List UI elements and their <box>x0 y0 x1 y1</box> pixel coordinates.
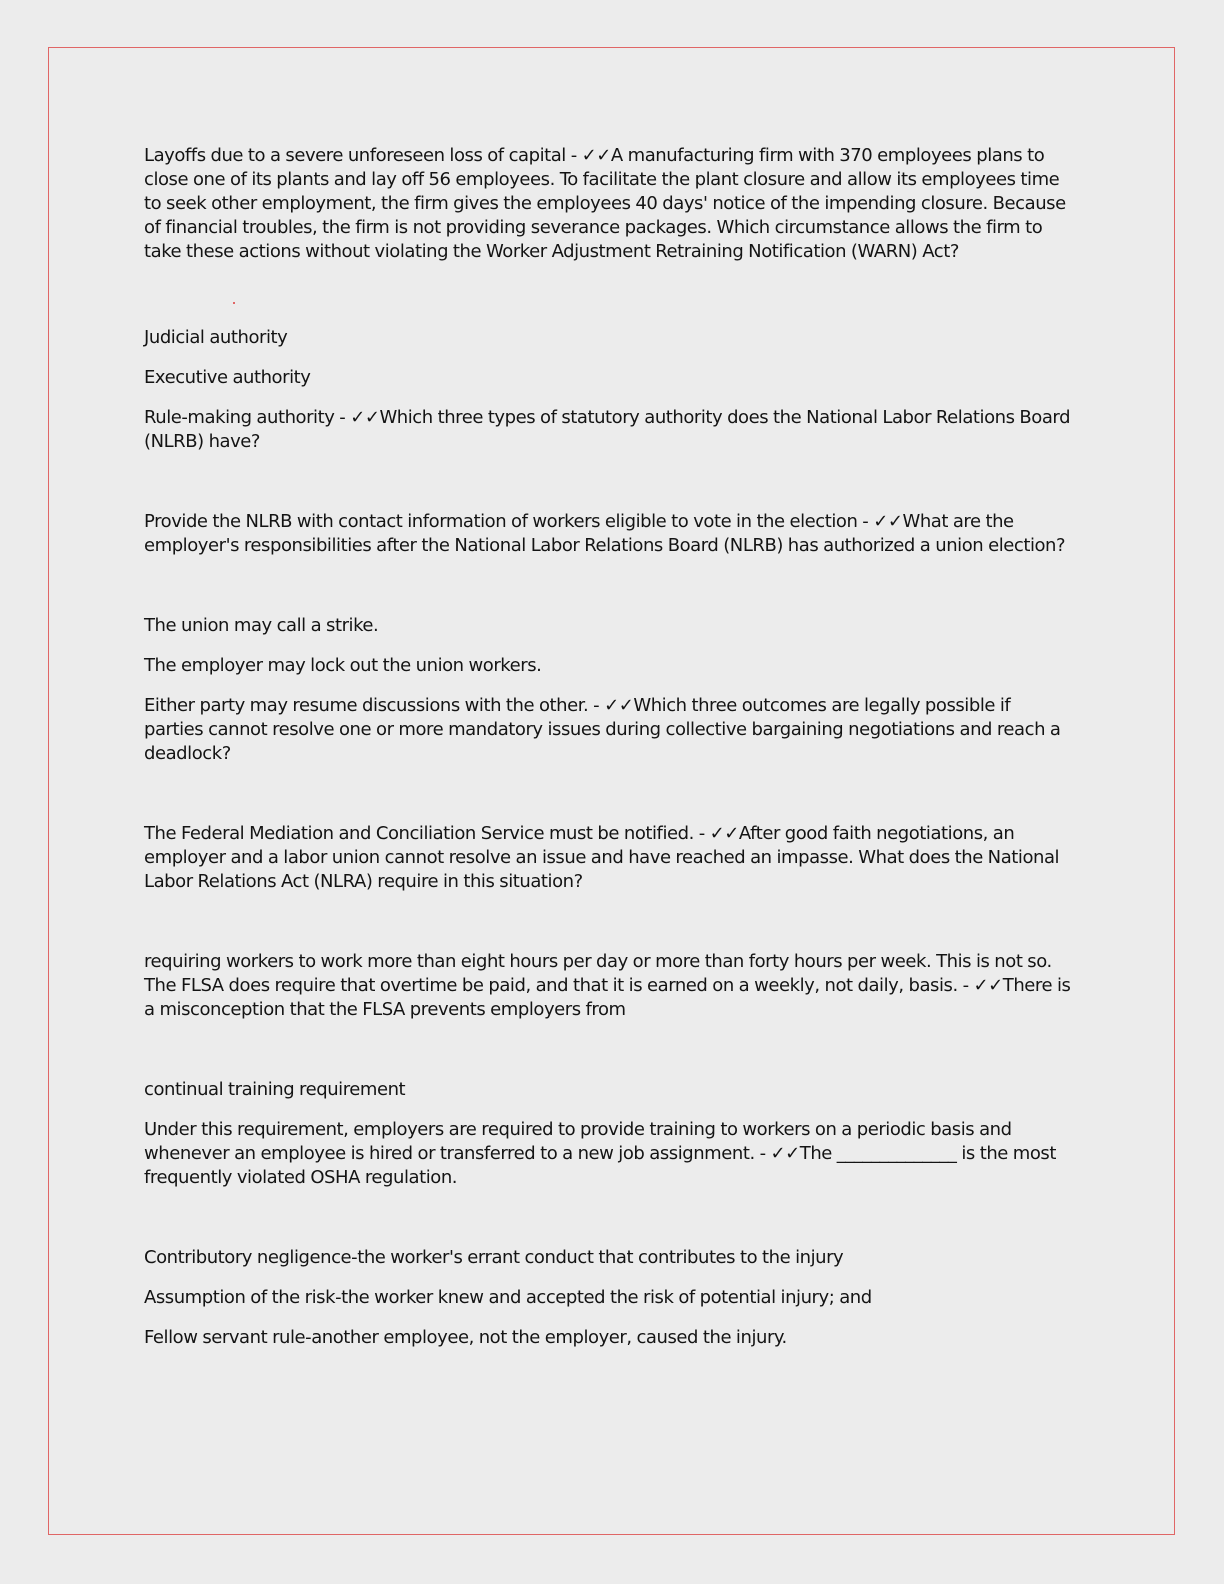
answer-fellow-servant-rule: Fellow servant rule-another employee, not the employer, caused the injury. <box>144 1327 787 1348</box>
answer-executive-authority: Executive authority <box>144 367 311 388</box>
qa-osha-violation: Under this requirement, employers are required to provide training to workers on a periodic basis and whenever an employee is hired or transferred to a new job assignment. - ✓✓The ______________ is the most frequently violated OSHA regulation. <box>144 1119 1056 1188</box>
document-body <box>144 144 1074 1350</box>
answer-continual-training: continual training requirement <box>144 1079 406 1100</box>
qa-warn-act: Layoffs due to a severe unforeseen loss of capital - ✓✓A manufacturing firm with 370 employees plans to close one of its plants and lay off 56 employees. To facilitate the plant closure and allow its employees time to seek other employment, the firm gives the employees 40 days' notice of the impending closure. Because of financial troubles, the firm is not providing severance packages. Which circumstance allows the firm to take these actions without violating the Worker Adjustment Retraining Notification (WARN) Act? <box>144 145 1066 262</box>
qa-nlra-impasse: The Federal Mediation and Conciliation Service must be notified. - ✓✓After good faith negotiations, an employer and a labor union cannot resolve an issue and have reached an impasse. What does the National Labor Relations Act (NLRA) require in this situation? <box>144 823 1060 892</box>
answer-assumption-of-risk: Assumption of the risk-the worker knew and accepted the risk of potential injury; and <box>144 1287 872 1308</box>
qa-union-election: Provide the NLRB with contact information of workers eligible to vote in the election - ✓✓What are the employer's responsibilities after the National Labor Relations Board (NLRB) has authorized a union election? <box>144 511 1066 556</box>
answer-contributory-negligence: Contributory negligence-the worker's errant conduct that contributes to the injury <box>144 1247 844 1268</box>
qa-bargaining-deadlock: Either party may resume discussions with the other. - ✓✓Which three outcomes are legally possible if parties cannot resolve one or more mandatory issues during collective bargaining negotiations and reach a deadlock? <box>144 695 1061 764</box>
answer-judicial-authority: Judicial authority <box>144 327 288 348</box>
qa-nlrb-authority: Rule-making authority - ✓✓Which three types of statutory authority does the National Labor Relations Board (NLRB) have? <box>144 407 1071 452</box>
answer-union-strike: The union may call a strike. <box>144 615 379 636</box>
qa-flsa-misconception: requiring workers to work more than eight hours per day or more than forty hours per week. This is not so. The FLSA does require that overtime be paid, and that it is earned on a weekly, not daily, basis. - ✓✓There is a misconception that the FLSA prevents employers from <box>144 951 1071 1020</box>
answer-employer-lockout: The employer may lock out the union workers. <box>144 655 542 676</box>
